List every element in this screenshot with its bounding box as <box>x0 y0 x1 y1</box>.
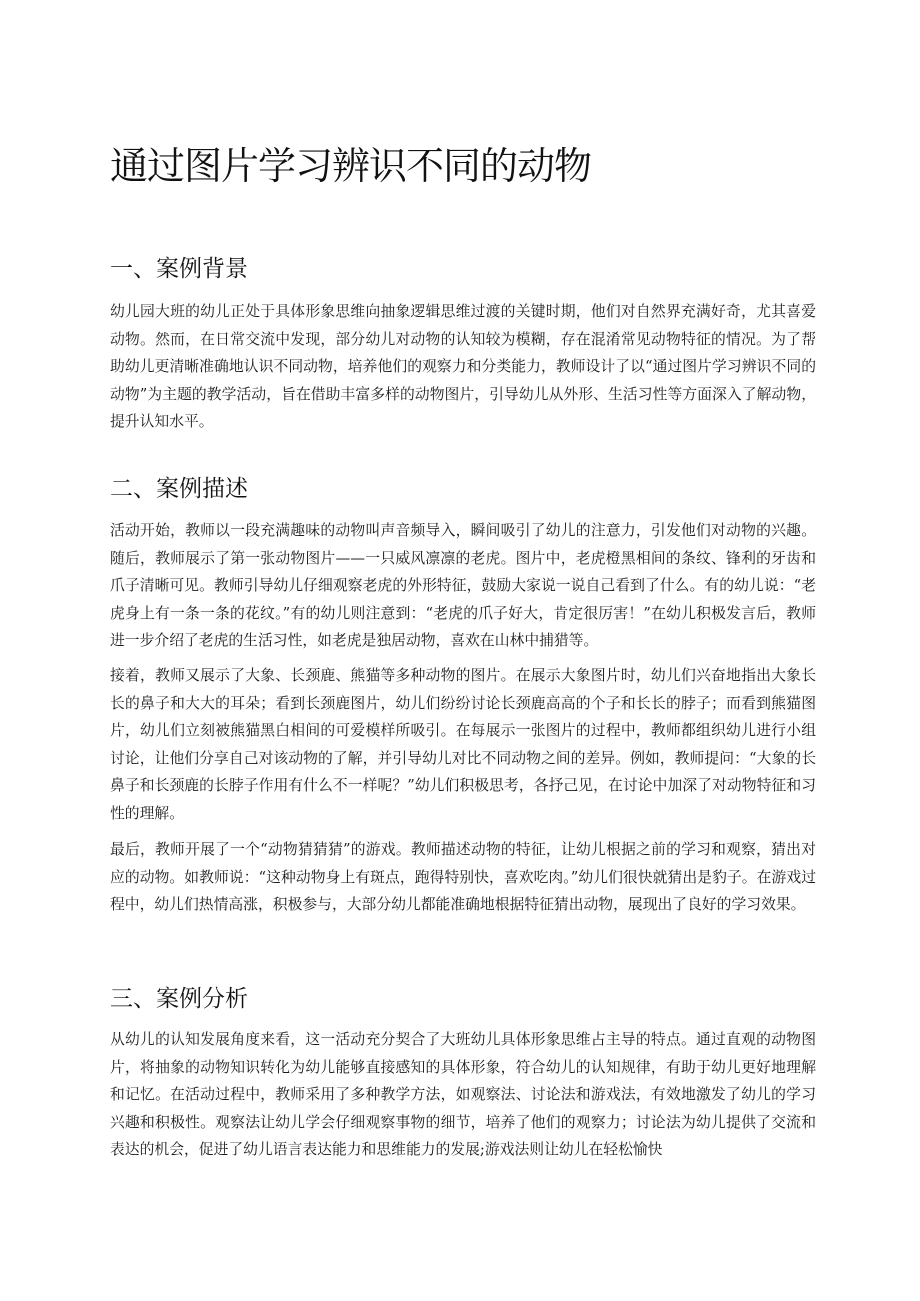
paragraph-background: 幼儿园大班的幼儿正处于具体形象思维向抽象逻辑思维过渡的关键时期，他们对自然界充满好奇，尤其喜爱动物。然而，在日常交流中发现，部分幼儿对动物的认知较为模糊，存在混淆常见动物特征的情况。为了帮助幼儿更清晰准确地认识不同动物，培养他们的观察力和分类能力，教师设计了以“通过图片学习辨识不同的动物”为主题的教学活动，旨在借助丰富多样的动物图片，引导幼儿从外形、生活习性等方面深入了解动物，提升认知水平。 <box>110 303 816 431</box>
section-heading-background: 一、案例背景 <box>110 256 248 282</box>
paragraph-description-3: 最后，教师开展了一个“动物猜猜猜”的游戏。教师描述动物的特征，让幼儿根据之前的学习和观察，猜出对应的动物。如教师说：“这种动物身上有斑点，跑得特别快，喜欢吃肉。”幼儿们很快就猜出是豹子。在游戏过程中，幼儿们热情高涨，积极参与，大部分幼儿都能准确地根据特征猜出动物，展现出了良好的学习效果。 <box>110 841 816 914</box>
section-heading-description: 二、案例描述 <box>110 476 248 502</box>
document-title: 通过图片学习辨识不同的动物 <box>110 144 592 188</box>
paragraph-analysis: 从幼儿的认知发展角度来看，这一活动充分契合了大班幼儿具体形象思维占主导的特点。通过直观的动物图片，将抽象的动物知识转化为幼儿能够直接感知的具体形象，符合幼儿的认知规律，有助于幼儿更好地理解和记忆。在活动过程中，教师采用了多种教学方法，如观察法、讨论法和游戏法，有效地激发了幼儿的学习兴趣和积极性。观察法让幼儿学会仔细观察事物的细节，培养了他们的观察力；讨论法为幼儿提供了交流和表达的机会，促进了幼儿语言表达能力和思维能力的发展;游戏法则让幼儿在轻松愉快 <box>110 1031 816 1159</box>
paragraph-description-2: 接着，教师又展示了大象、长颈鹿、熊猫等多种动物的图片。在展示大象图片时，幼儿们兴奋地指出大象长长的鼻子和大大的耳朵；看到长颈鹿图片，幼儿们纷纷讨论长颈鹿高高的个子和长长的脖子；而看到熊猫图片，幼儿们立刻被熊猫黑白相间的可爱模样所吸引。在每展示一张图片的过程中，教师都组织幼儿进行小组讨论，让他们分享自己对该动物的了解，并引导幼儿对比不同动物之间的差异。例如，教师提问：“大象的长鼻子和长颈鹿的长脖子作用有什么不一样呢？”幼儿们积极思考，各抒己见，在讨论中加深了对动物特征和习性的理解。 <box>110 667 816 822</box>
paragraph-description-1: 活动开始，教师以一段充满趣味的动物叫声音频导入，瞬间吸引了幼儿的注意力，引发他们对动物的兴趣。随后，教师展示了第一张动物图片——一只威风凛凛的老虎。图片中，老虎橙黑相间的条纹、锋利的牙齿和爪子清晰可见。教师引导幼儿仔细观察老虎的外形特征，鼓励大家说一说自己看到了什么。有的幼儿说：“老虎身上有一条一条的花纹。”有的幼儿则注意到：“老虎的爪子好大，肯定很厉害！”在幼儿积极发言后，教师进一步介绍了老虎的生活习性，如老虎是独居动物，喜欢在山林中捕猎等。 <box>110 522 816 650</box>
section-heading-analysis: 三、案例分析 <box>110 986 248 1012</box>
